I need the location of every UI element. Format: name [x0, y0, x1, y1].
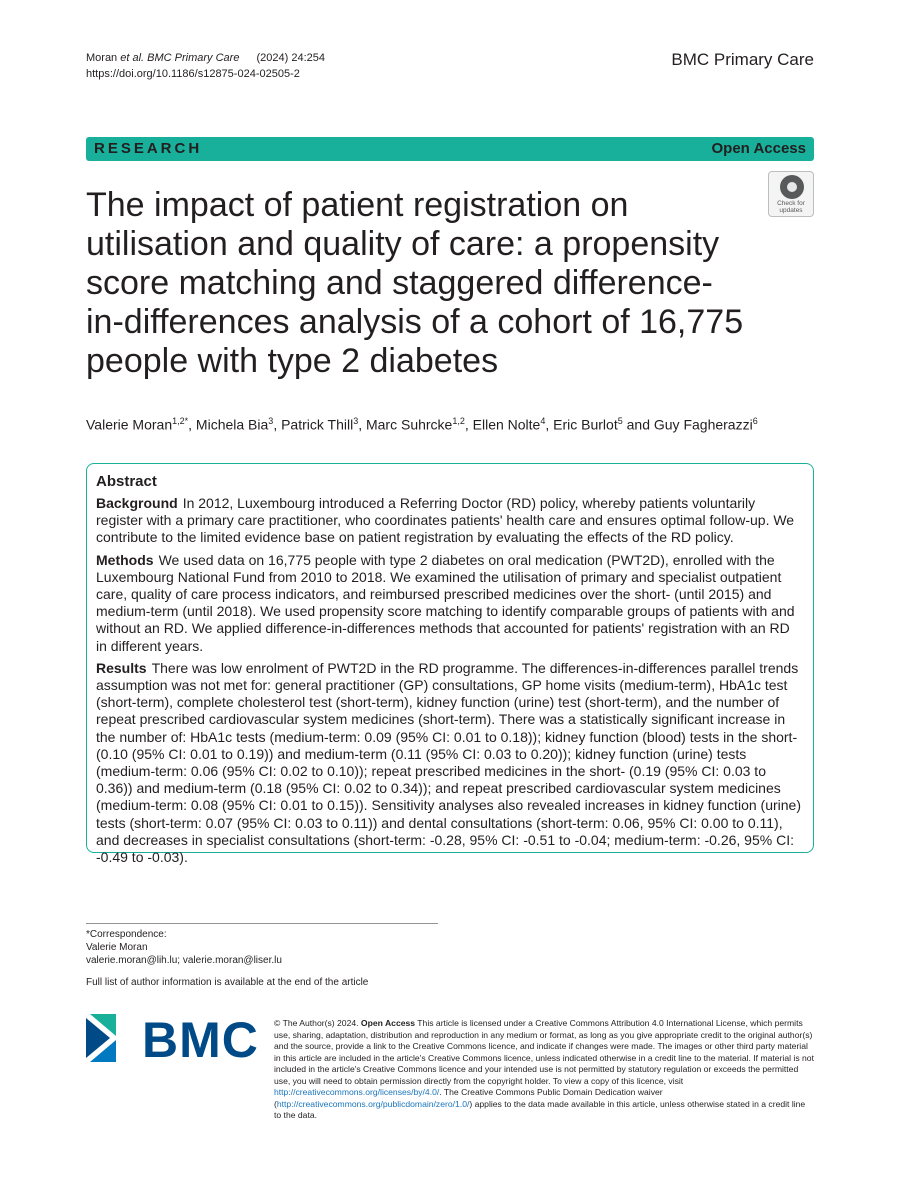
- license-body-2: . The Creative Commons Public Domain Dedication waiver (: [274, 1087, 663, 1109]
- bmc-logo: [86, 1010, 259, 1070]
- citation-year-volume: (2024) 24:254: [256, 52, 326, 64]
- author-info-note: Full list of author information is available at the end of the article: [86, 977, 369, 988]
- abstract-heading: Abstract: [96, 473, 157, 490]
- author-name: Guy Fagherazzi: [653, 416, 753, 433]
- license-body-3: ) applies to the data made available in this article, unless otherwise stated in a credit line to the data.: [274, 1098, 806, 1120]
- license-link-cc-by[interactable]: http://creativecommons.org/licenses/by/4.0/: [274, 1087, 440, 1097]
- author-list: [86, 411, 814, 435]
- background-text: In 2012, Luxembourg introduced a Referring Doctor (RD) policy, whereby patients voluntarily register with a primary care practitioner, who coordinates patients' health care and ensures optimal follow-up. We contribute to the limited evidence base on patient registration by evaluating the effects of the RD policy.: [96, 495, 795, 546]
- check-for-updates-icon: [780, 175, 804, 199]
- license-prefix: © The Author(s) 2024.: [274, 1018, 359, 1028]
- citation-author: Moran: [86, 52, 118, 64]
- correspondence-label: *Correspondence:: [86, 929, 167, 940]
- methods-label: Methods: [96, 551, 154, 568]
- author-affiliation-sup: 3: [268, 416, 274, 426]
- author-affiliation-sup: 1,2: [452, 416, 465, 426]
- license-text: [274, 1018, 814, 1122]
- results-text: There was low enrolment of PWT2D in the RD programme. The differences-in-differences parallel trends assumption was not met for: general practitioner (GP) consultations, GP home visits (medium-term), HbA1c test (short-term), complete cholesterol test (short-term), kidney function (urine) test (short-term), and the number of repeat prescribed cardiovascular system medicines (short-term). There was a statistically significant increase in the number of: HbA1c tests (medium-term: 0.09 (95% CI: 0.01 to 0.18)); kidney function (blood) tests in the short- (0.10 (95% CI: 0.01 to 0.19)) and medium-term (0.11 (95% CI: 0.03 to 0.20)); kidney function (urine) tests (medium-term: 0.06 (95% CI: 0.02 to 0.10)); repeat prescribed medicines in the short- (0.19 (95% CI: 0.03 to 0.36)) and medium-term (0.18 (95% CI: 0.02 to 0.34)); and repeat prescribed cardiovascular system medicines (medium-term: 0.08 (95% CI: 0.01 to 0.15)). Sensitivity analyses also revealed increases in kidney function (urine) tests (short-term: 0.07 (95% CI: 0.03 to 0.11)) and dental consultations (short-term: 0.06, 95% CI: 0.00 to 0.11), and decreases in specialist consultations (short-term: -0.28, 95% CI: -0.51 to -0.04; medium-term: -0.26, 95% CI: -0.49 to -0.03).: [96, 659, 801, 866]
- page-header: [86, 50, 814, 90]
- abstract-results: [96, 660, 803, 866]
- author-name: Marc Suhrcke: [365, 416, 453, 433]
- journal-name: BMC Primary Care: [671, 50, 814, 69]
- author-separator: ,: [464, 416, 473, 433]
- abstract-methods: [96, 552, 803, 655]
- license-open-access: Open Access: [360, 1018, 416, 1028]
- methods-text: We used data on 16,775 people with type 2 diabetes on oral medication (PWT2D), enrolled with the Luxembourg National Fund from 2010 to 2018. We examined the utilisation of primary and specialist outpatient care, quality of care process indicators, and reimbursed prescribed medicines over the short- (until 2015) and medium-term (until 2018). We used propensity score matching to identify comparable groups of patients with and without an RD. We applied difference-in-differences methods that accounted for patients' registration with an RD in different years.: [96, 551, 795, 654]
- license-body: This article is licensed under a Creative Commons Attribution 4.0 International License, which permits use, sharing, adaptation, distribution and reproduction in any medium or format, as long as you give appropriate credit to the original author(s) and the source, provide a link to the Creative Commons licence, and indicate if changes were made. The images or other third party material in this article are included in the article's Creative Commons licence, unless indicated otherwise in a credit line to the material. If material is not included in the article's Creative Commons licence and your intended use is not permitted by statutory regulation or exceeds the permitted use, you will need to obtain permission directly from the copyright holder. To view a copy of this licence, visit: [274, 1018, 814, 1086]
- author-separator: and: [622, 416, 654, 433]
- author-name: Eric Burlot: [553, 416, 618, 433]
- author-affiliation-sup: 5: [617, 416, 623, 426]
- abstract-background: [96, 495, 803, 547]
- check-for-updates-label: Check for updates: [777, 200, 805, 214]
- article-type-label: RESEARCH: [94, 140, 203, 157]
- check-for-updates-button[interactable]: [768, 171, 814, 217]
- bmc-logo-text: BMC: [142, 1012, 259, 1068]
- citation-line: [86, 50, 325, 66]
- article-type-banner: [86, 137, 814, 161]
- bmc-logo-icon: [86, 1010, 138, 1066]
- correspondence-emails[interactable]: valerie.moran@lih.lu; valerie.moran@liser.lu: [86, 955, 282, 966]
- results-label: Results: [96, 659, 147, 676]
- correspondence-name: Valerie Moran: [86, 942, 148, 953]
- author-separator: ,: [545, 416, 554, 433]
- author-affiliation-sup: 6: [752, 416, 758, 426]
- license-link-cc0[interactable]: http://creativecommons.org/publicdomain/zero/1.0/: [276, 1098, 470, 1109]
- author-separator: ,: [273, 416, 282, 433]
- author-name: Michela Bia: [195, 416, 269, 433]
- author-affiliation-sup: 4: [540, 416, 546, 426]
- citation-journal: et al. BMC Primary Care: [120, 52, 240, 64]
- background-label: Background: [96, 495, 178, 511]
- footnote-divider: [86, 923, 438, 924]
- correspondence: [86, 928, 282, 967]
- author-affiliation-sup: 3: [353, 416, 359, 426]
- author-name: Ellen Nolte: [472, 416, 541, 433]
- author-separator: ,: [188, 416, 196, 433]
- open-access-label: Open Access: [711, 140, 806, 157]
- doi-link[interactable]: https://doi.org/10.1186/s12875-024-02505-2: [86, 68, 300, 80]
- author-affiliation-sup: 1,2*: [172, 416, 189, 426]
- citation-block: [86, 50, 325, 82]
- author-name: Patrick Thill: [281, 416, 354, 433]
- article-title: The impact of patient registration on utilisation and quality of care: a propensity score matching and staggered difference-in-differences analysis of a cohort of 16,775 people with type 2 diabetes: [86, 186, 744, 380]
- author-name: Valerie Moran: [86, 416, 173, 433]
- author-separator: ,: [358, 416, 366, 433]
- abstract-box: [86, 463, 814, 866]
